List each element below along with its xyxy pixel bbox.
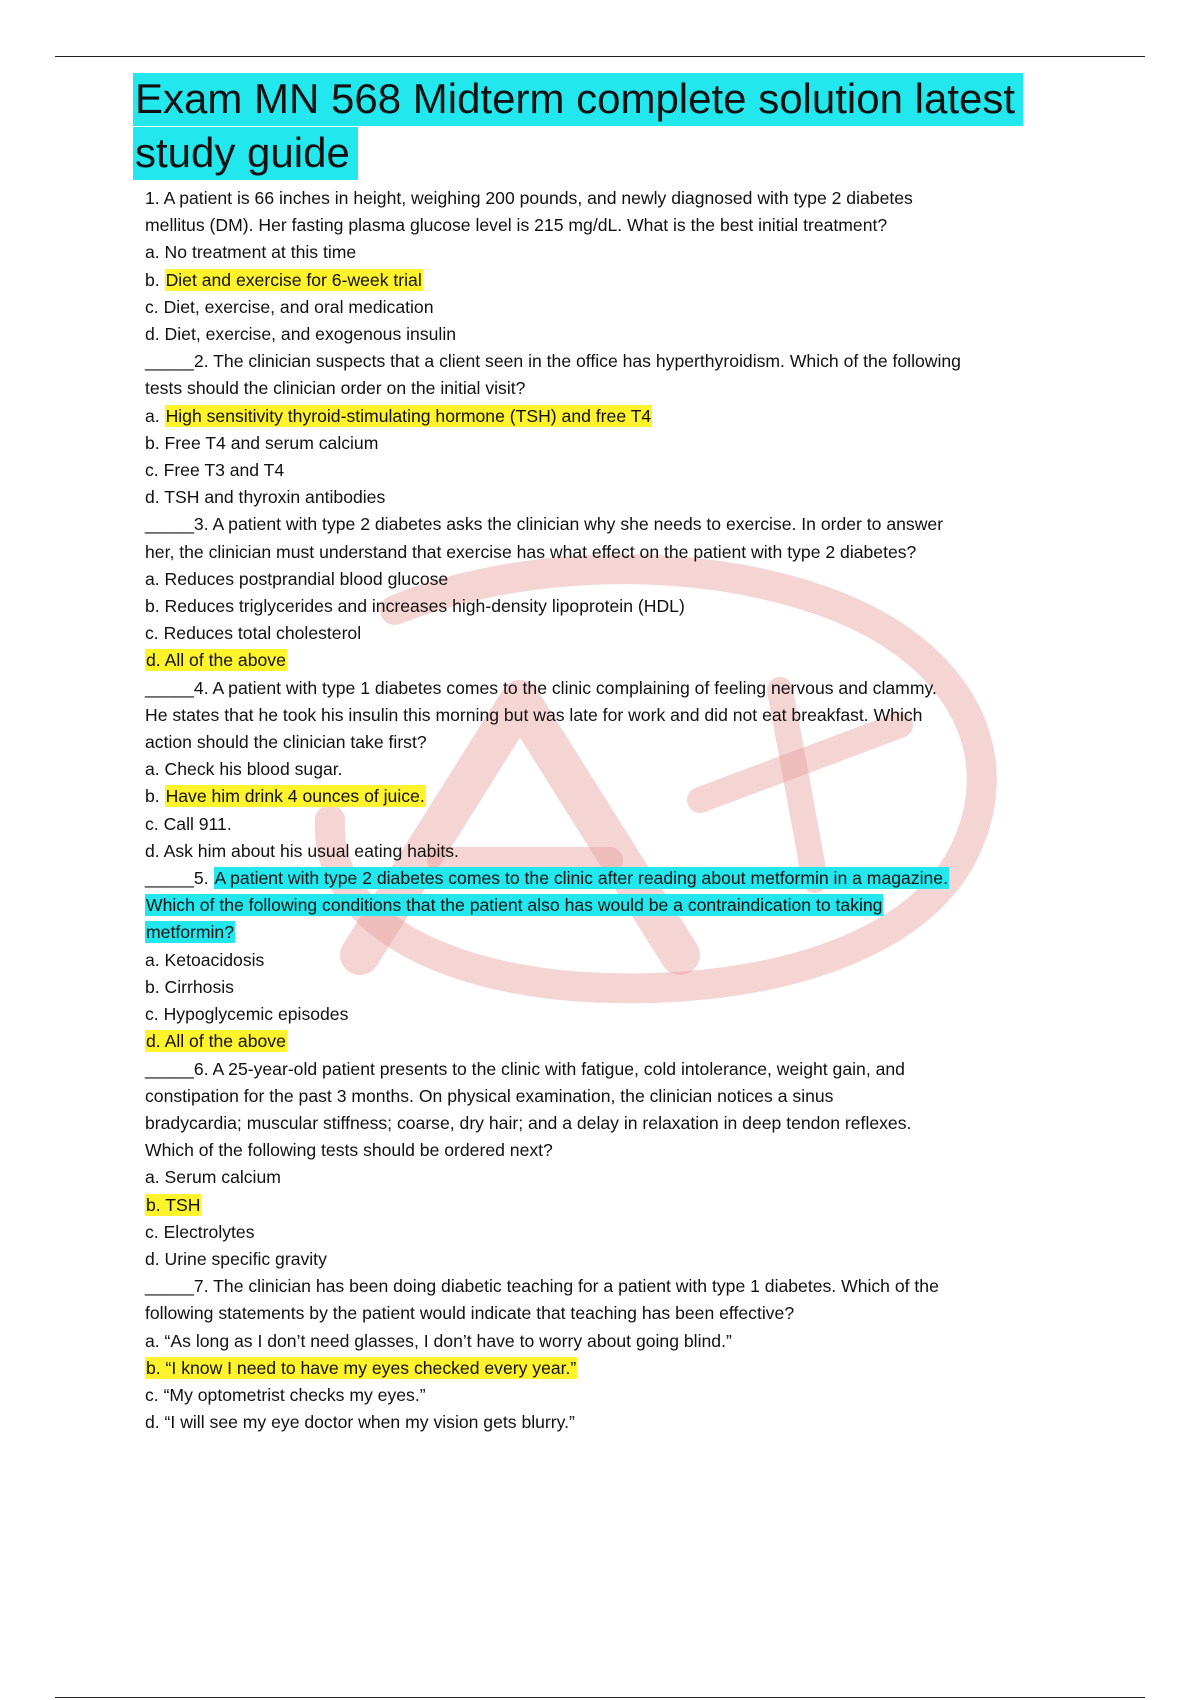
highlighted-answer: d. All of the above [146,1031,286,1052]
line-text: d. Ask him about his usual eating habits. [145,840,459,861]
line-text: a. “As long as I don’t need glasses, I don’t have to worry about going blind.” [145,1330,732,1351]
line-text: following statements by the patient would indicate that teaching has been effective? [145,1303,795,1324]
bottom-rule [55,1697,1145,1698]
text-line [145,539,1085,566]
line-text: tests should the clinician order on the initial visit? [145,378,526,399]
line-text: bradycardia; muscular stiffness; coarse, dry hair; and a delay in relaxation in deep tendon reflexes. [145,1112,912,1133]
question-list [145,185,1085,1436]
text-line [145,484,1085,511]
text-line [145,1300,1085,1327]
text-line [145,1328,1085,1355]
line-text: _____6. A 25-year-old patient presents to the clinic with fatigue, cold intolerance, weight gain, and [145,1058,905,1079]
line-text: _____7. The clinician has been doing diabetic teaching for a patient with type 1 diabetes. Which of the [145,1276,939,1297]
text-line [145,566,1085,593]
document-title-line-2: study guide [133,127,358,180]
text-line [145,185,1085,212]
line-text: _____4. A patient with type 1 diabetes comes to the clinic complaining of feeling nervous and clammy. [145,677,937,698]
line-text: d. Diet, exercise, and exogenous insulin [145,324,457,345]
line-text: c. “My optometrist checks my eyes.” [145,1384,426,1405]
text-line [145,294,1085,321]
line-text: action should the clinician take first? [145,732,427,753]
text-line [145,267,1085,294]
line-text: b. Cirrhosis [145,976,234,997]
line-text: constipation for the past 3 months. On physical examination, the clinician notices a sinus [145,1085,834,1106]
highlighted-answer: Which of the following conditions that the patient also has would be a contraindication to taking [146,895,883,916]
text-line [145,1137,1085,1164]
text-line [145,511,1085,538]
document-title-line-1: Exam MN 568 Midterm complete solution latest [133,73,1023,126]
text-line [145,811,1085,838]
line-text: c. Hypoglycemic episodes [145,1004,349,1025]
line-text: d. TSH and thyroxin antibodies [145,487,386,508]
line-text: her, the clinician must understand that exercise has what effect on the patient with type 2 diabetes? [145,541,917,562]
top-rule [55,56,1145,57]
line-text: _____5. [145,868,214,889]
text-line [145,1056,1085,1083]
line-text: a. Serum calcium [145,1167,281,1188]
text-line [145,375,1085,402]
text-line [145,892,1085,919]
line-text: b. [145,786,165,807]
text-line [145,1273,1085,1300]
highlighted-answer: b. TSH [146,1194,201,1215]
line-text: He states that he took his insulin this morning but was late for work and did not eat breakfast. Which [145,704,923,725]
text-line [145,1083,1085,1110]
line-text: c. Call 911. [145,813,232,834]
text-line [145,974,1085,1001]
text-line [145,1110,1085,1137]
line-text: d. “I will see my eye doctor when my vision gets blurry.” [145,1412,575,1433]
text-line [145,729,1085,756]
highlighted-answer: b. “I know I need to have my eyes checked every year.” [146,1357,577,1378]
line-text: c. Electrolytes [145,1221,255,1242]
text-line [145,403,1085,430]
line-text: a. Ketoacidosis [145,949,265,970]
highlighted-answer: metformin? [146,922,234,943]
line-text: a. No treatment at this time [145,242,357,263]
highlighted-answer: d. All of the above [146,650,286,671]
text-line [145,756,1085,783]
highlighted-answer: A patient with type 2 diabetes comes to the clinic after reading about metformin in a magazine. [214,868,948,889]
line-text: _____2. The clinician suspects that a client seen in the office has hyperthyroidism. Which of the following [145,351,961,372]
text-line [145,675,1085,702]
text-line [145,430,1085,457]
text-line [145,593,1085,620]
line-text: 1. A patient is 66 inches in height, weighing 200 pounds, and newly diagnosed with type 2 diabetes [145,188,913,208]
text-line [145,1028,1085,1055]
text-line [145,1192,1085,1219]
highlighted-answer: Have him drink 4 ounces of juice. [165,786,425,807]
line-text: c. Reduces total cholesterol [145,623,362,644]
line-text: b. Free T4 and serum calcium [145,432,379,453]
text-line [145,1382,1085,1409]
text-line [145,947,1085,974]
highlighted-answer: High sensitivity thyroid-stimulating hormone (TSH) and free T4 [165,405,652,426]
text-line [145,620,1085,647]
text-line [145,647,1085,674]
line-text: a. [145,405,165,426]
line-text: _____3. A patient with type 2 diabetes asks the clinician why she needs to exercise. In order to answer [145,514,944,535]
line-text: mellitus (DM). Her fasting plasma glucose level is 215 mg/dL. What is the best initial treatment? [145,215,888,236]
text-line [145,1355,1085,1382]
text-line [145,919,1085,946]
text-line [145,1246,1085,1273]
text-line [145,348,1085,375]
line-text: c. Diet, exercise, and oral medication [145,296,434,317]
line-text: c. Free T3 and T4 [145,460,285,481]
text-line [145,1001,1085,1028]
line-text: Which of the following tests should be ordered next? [145,1140,553,1161]
line-text: d. Urine specific gravity [145,1248,327,1269]
text-line [145,783,1085,810]
text-line [145,457,1085,484]
line-text: a. Reduces postprandial blood glucose [145,568,449,589]
line-text: b. Reduces triglycerides and increases high-density lipoprotein (HDL) [145,596,685,617]
text-line [145,239,1085,266]
text-line [145,212,1085,239]
highlighted-answer: Diet and exercise for 6-week trial [165,269,422,290]
text-line [145,1409,1085,1436]
text-line [145,1219,1085,1246]
text-line [145,321,1085,348]
text-line [145,702,1085,729]
line-text: a. Check his blood sugar. [145,759,343,780]
document-title [133,72,1033,180]
text-line [145,1164,1085,1191]
line-text: b. [145,269,165,290]
text-line [145,865,1085,892]
text-line [145,838,1085,865]
